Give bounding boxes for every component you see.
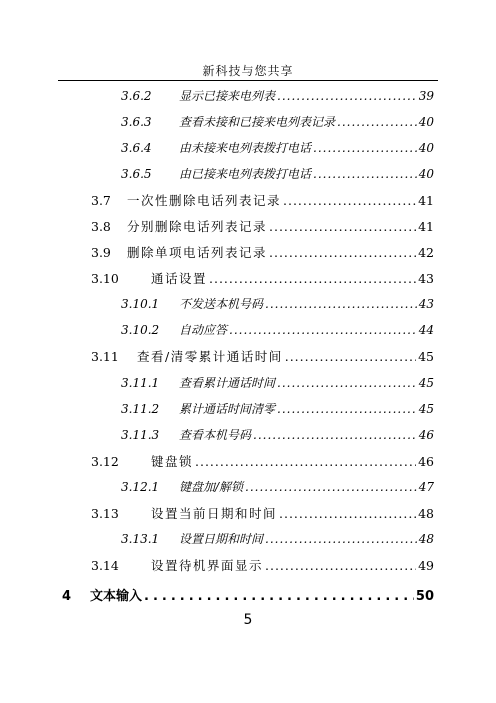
toc-title: 键盘加/解锁 xyxy=(179,480,244,494)
toc-page: 43 xyxy=(418,271,434,286)
toc-page: 49 xyxy=(418,558,434,573)
toc-title: 设置待机界面显示 xyxy=(151,558,264,573)
toc-title: 查看/清零累计通话时间 xyxy=(137,349,283,364)
toc-number: 3.10 xyxy=(91,271,119,286)
toc-number: 3.12.1 xyxy=(121,480,160,494)
toc-leader xyxy=(285,349,416,364)
toc-page: 40 xyxy=(418,167,434,181)
toc-leader xyxy=(337,115,417,129)
toc-entry-chapter[interactable] xyxy=(62,585,434,603)
toc-title: 设置日期和时间 xyxy=(179,532,264,546)
toc-leader xyxy=(265,558,416,573)
header-rule xyxy=(58,80,438,81)
toc-number: 3.8 xyxy=(91,219,111,234)
toc-title: 显示已接来电列表 xyxy=(179,89,276,103)
toc-title: 通话设置 xyxy=(151,271,208,286)
toc-entry[interactable] xyxy=(91,347,434,365)
toc-number: 3.13 xyxy=(91,506,119,521)
running-header: 新科技与您共享 xyxy=(202,64,294,78)
toc-page: 45 xyxy=(418,349,434,364)
toc-leader xyxy=(277,376,417,390)
toc-entry[interactable] xyxy=(121,321,434,339)
toc-title: 分别删除电话列表记录 xyxy=(127,219,268,234)
toc-entry[interactable] xyxy=(121,426,434,444)
toc-number: 3.9 xyxy=(91,245,111,260)
toc-page: 50 xyxy=(415,589,434,604)
toc-entry[interactable] xyxy=(91,243,434,261)
toc-page: 46 xyxy=(418,428,434,442)
toc-leader xyxy=(209,271,416,286)
toc-leader xyxy=(195,454,416,469)
toc-title: 查看未接和已接来电列表记录 xyxy=(179,115,336,129)
toc-entry[interactable] xyxy=(121,113,434,131)
toc-entry[interactable] xyxy=(91,217,434,235)
toc-number: 3.14 xyxy=(91,558,119,573)
toc-entry[interactable] xyxy=(91,191,434,209)
toc-number: 3.10.2 xyxy=(121,323,160,337)
toc-entry[interactable] xyxy=(121,400,434,418)
toc-entry[interactable] xyxy=(121,478,434,496)
page-number: 5 xyxy=(243,612,253,628)
toc-page: 47 xyxy=(418,480,434,494)
toc-leader xyxy=(253,428,417,442)
toc-entry[interactable] xyxy=(121,139,434,157)
toc-title: 查看本机号码 xyxy=(179,428,252,442)
toc-page: 41 xyxy=(418,193,434,208)
toc-number: 4 xyxy=(62,589,72,604)
toc-page: 48 xyxy=(418,532,434,546)
toc-title: 键盘锁 xyxy=(151,454,194,469)
toc-entry[interactable] xyxy=(91,556,434,574)
toc-entry[interactable] xyxy=(121,87,434,105)
toc-leader xyxy=(265,532,417,546)
toc-page: 40 xyxy=(418,141,434,155)
toc-number: 3.11.3 xyxy=(121,428,160,442)
toc-number: 3.6.5 xyxy=(121,167,152,181)
toc-page: 46 xyxy=(418,454,434,469)
toc-title: 设置当前日期和时间 xyxy=(151,506,278,521)
toc-title: 查看累计通话时间 xyxy=(179,376,276,390)
toc-entry[interactable] xyxy=(121,374,434,392)
toc-entry[interactable] xyxy=(121,530,434,548)
toc-leader xyxy=(229,323,417,337)
toc-page: 43 xyxy=(418,297,434,311)
toc-page: 45 xyxy=(418,376,434,390)
toc-title: 不发送本机号码 xyxy=(179,297,264,311)
toc-title: 由已接来电列表拨打电话 xyxy=(179,167,312,181)
toc-number: 3.11.2 xyxy=(121,402,160,416)
toc-number: 3.11 xyxy=(91,349,119,364)
toc-entry[interactable] xyxy=(91,504,434,522)
toc-number: 3.12 xyxy=(91,454,119,469)
toc-title: 累计通话时间清零 xyxy=(179,402,276,416)
toc-leader xyxy=(277,402,417,416)
toc-number: 3.13.1 xyxy=(121,532,160,546)
toc-number: 3.7 xyxy=(91,193,111,208)
toc-leader xyxy=(313,167,417,181)
toc-page: 48 xyxy=(418,506,434,521)
toc-title: 一次性删除电话列表记录 xyxy=(127,193,282,208)
toc-page: 45 xyxy=(418,402,434,416)
toc-number: 3.6.2 xyxy=(121,89,152,103)
toc-page: 41 xyxy=(418,219,434,234)
toc-page: 40 xyxy=(418,115,434,129)
toc-leader xyxy=(313,141,417,155)
toc-leader xyxy=(283,193,416,208)
toc-entry[interactable] xyxy=(121,165,434,183)
toc-number: 3.10.1 xyxy=(121,297,160,311)
toc-leader xyxy=(269,245,416,260)
toc-number: 3.6.4 xyxy=(121,141,152,155)
toc-leader xyxy=(269,219,416,234)
toc-title: 自动应答 xyxy=(179,323,228,337)
toc-page: 39 xyxy=(418,89,434,103)
toc-leader xyxy=(245,480,417,494)
toc-page: 44 xyxy=(418,323,434,337)
toc-leader xyxy=(265,297,417,311)
toc-title: 由未接来电列表拨打电话 xyxy=(179,141,312,155)
toc-leader xyxy=(277,89,417,103)
toc-entry[interactable] xyxy=(121,295,434,313)
toc-leader xyxy=(144,589,414,604)
toc-title: 文本输入 xyxy=(90,589,143,604)
toc-number: 3.6.3 xyxy=(121,115,152,129)
toc-number: 3.11.1 xyxy=(121,376,160,390)
toc-leader xyxy=(279,506,416,521)
toc-entry[interactable] xyxy=(91,452,434,470)
toc-title: 删除单项电话列表记录 xyxy=(127,245,268,260)
toc-page: 42 xyxy=(418,245,434,260)
toc-entry[interactable] xyxy=(91,269,434,287)
